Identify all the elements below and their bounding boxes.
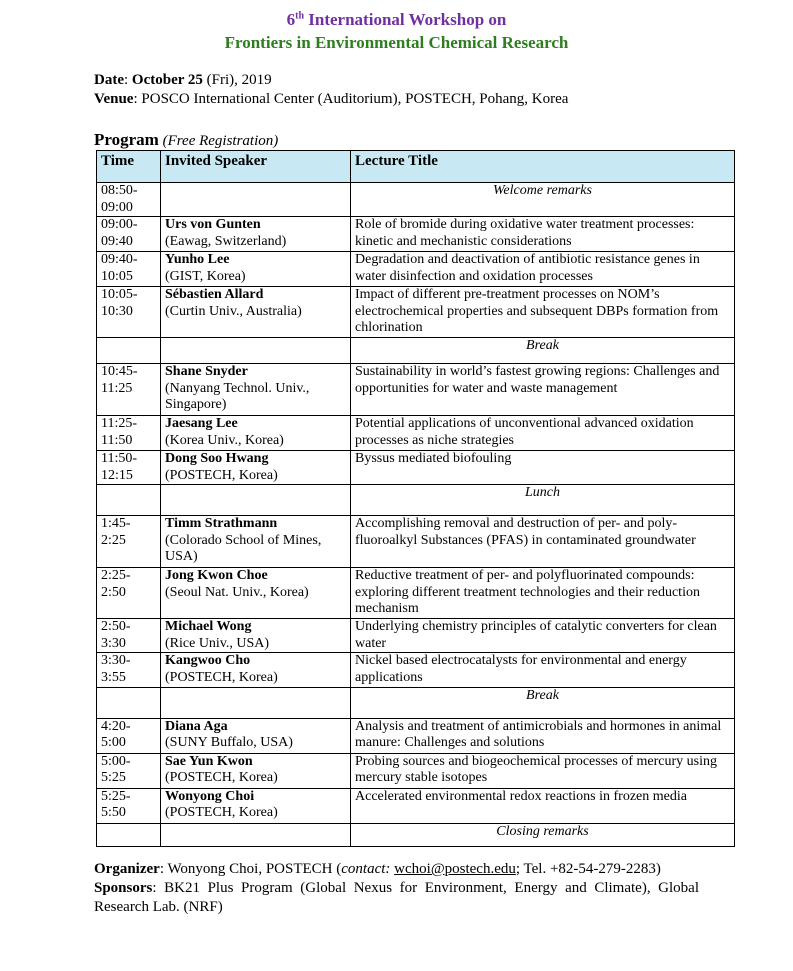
- speaker-affiliation: (Curtin Univ., Australia): [165, 303, 302, 319]
- time-cell: [97, 217, 161, 252]
- program-heading: [94, 130, 278, 150]
- time-end: 11:50: [101, 432, 133, 448]
- lecture-title: Nickel based electrocatalysts for environmental and energy applications: [351, 653, 735, 687]
- speaker-name: Shane Snyder: [165, 363, 248, 379]
- venue-label: Venue: [94, 91, 134, 107]
- lecture-title: Underlying chemistry principles of catalytic converters for clean water: [351, 619, 735, 653]
- speaker-name: Yunho Lee: [165, 252, 230, 268]
- lecture-title: Role of bromide during oxidative water treatment processes: kinetic and mechanistic considerations: [351, 217, 735, 252]
- lecture-title: Impact of different pre-treatment processes on NOM’s electrochemical properties and subsequent DBPs formation from chlorination: [351, 287, 735, 338]
- time-cell: [97, 619, 161, 653]
- time-cell: [97, 753, 161, 788]
- talk-row: [97, 619, 735, 653]
- sponsors-value: : BK21 Plus Program (Global Nexus for Environment, Energy and Climate), Global Research Lab. (NRF): [94, 880, 699, 915]
- talk-row: [97, 568, 735, 619]
- lecture-title: Byssus mediated biofouling: [351, 450, 735, 484]
- time-end: 12:15: [101, 467, 133, 483]
- time-start: 09:00-: [101, 217, 138, 233]
- speaker-affiliation: (Seoul Nat. Univ., Korea): [165, 584, 309, 600]
- time-start: 4:20-: [101, 718, 131, 734]
- time-end: 09:00: [101, 199, 133, 215]
- speaker-cell: [161, 823, 351, 846]
- time-end: 10:30: [101, 303, 133, 319]
- talk-row: [97, 753, 735, 788]
- speaker-cell: [161, 485, 351, 516]
- program-table: [96, 150, 735, 847]
- talk-row: [97, 287, 735, 338]
- time-cell: [97, 568, 161, 619]
- speaker-affiliation: (GIST, Korea): [165, 268, 246, 284]
- speaker-name: Sébastien Allard: [165, 287, 264, 303]
- time-end: 5:25: [101, 770, 126, 786]
- speaker-cell: [161, 252, 351, 287]
- talk-row: [97, 718, 735, 753]
- speaker-name: Sae Yun Kwon: [165, 753, 253, 769]
- time-end: 09:40: [101, 233, 133, 249]
- talk-row: [97, 252, 735, 287]
- speaker-cell: [161, 788, 351, 823]
- speaker-cell: [161, 217, 351, 252]
- time-end: 5:00: [101, 735, 126, 751]
- organizer-label: Organizer: [94, 861, 160, 877]
- lecture-title: Analysis and treatment of antimicrobials and hormones in animal manure: Challenges and solutions: [351, 718, 735, 753]
- speaker-name: Michael Wong: [165, 619, 252, 635]
- speaker-cell: [161, 183, 351, 217]
- time-start: 08:50-: [101, 183, 138, 198]
- time-cell: [97, 183, 161, 217]
- time-cell: [97, 252, 161, 287]
- speaker-cell: [161, 415, 351, 450]
- workshop-subtitle: Frontiers in Environmental Chemical Research: [224, 33, 569, 52]
- speaker-cell: [161, 687, 351, 718]
- speaker-affiliation: (SUNY Buffalo, USA): [165, 735, 293, 751]
- event-row: [97, 687, 735, 718]
- speaker-cell: [161, 619, 351, 653]
- speaker-name: Jaesang Lee: [165, 415, 238, 431]
- time-cell: [97, 788, 161, 823]
- lecture-title: Reductive treatment of per- and polyfluorinated compounds: exploring different treatment technologies and their reduction mechanism: [351, 568, 735, 619]
- speaker-cell: [161, 450, 351, 484]
- speaker-cell: [161, 516, 351, 568]
- footer: [94, 860, 699, 917]
- speaker-cell: [161, 718, 351, 753]
- time-cell: [97, 363, 161, 415]
- speaker-cell: [161, 568, 351, 619]
- speaker-affiliation: (POSTECH, Korea): [165, 467, 278, 483]
- time-cell: [97, 415, 161, 450]
- time-cell: [97, 450, 161, 484]
- lecture-title: Potential applications of unconventional advanced oxidation processes as niche strategies: [351, 415, 735, 450]
- title-text: International Workshop on: [308, 10, 507, 29]
- time-end: 2:50: [101, 584, 126, 600]
- event-label: Break: [351, 687, 735, 718]
- organizer-line: [94, 860, 699, 879]
- speaker-affiliation: (POSTECH, Korea): [165, 805, 278, 821]
- speaker-name: Diana Aga: [165, 718, 228, 734]
- event-label: Closing remarks: [351, 823, 735, 846]
- title-number: 6: [286, 10, 296, 29]
- speaker-name: Timm Strathmann: [165, 516, 278, 532]
- speaker-cell: [161, 653, 351, 687]
- column-header: Time: [97, 151, 161, 183]
- event-row: [97, 337, 735, 363]
- speaker-affiliation: (Eawag, Switzerland): [165, 233, 287, 249]
- speaker-name: Kangwoo Cho: [165, 653, 251, 669]
- time-cell: [97, 287, 161, 338]
- time-cell: [97, 337, 161, 363]
- event-row: [97, 183, 735, 217]
- time-end: 3:30: [101, 635, 126, 651]
- time-start: 2:25-: [101, 568, 131, 584]
- time-cell: [97, 653, 161, 687]
- time-end: 10:05: [101, 268, 133, 284]
- lecture-title: Sustainability in world’s fastest growing regions: Challenges and opportunities for water and waste management: [351, 363, 735, 415]
- date-label: Date: [94, 72, 124, 88]
- program-note: (Free Registration): [162, 133, 279, 149]
- speaker-affiliation: (Rice Univ., USA): [165, 635, 270, 651]
- speaker-cell: [161, 363, 351, 415]
- time-start: 11:50-: [101, 450, 138, 466]
- venue-line: Venue: POSCO International Center (Auditorium), POSTECH, Pohang, Korea: [94, 91, 569, 107]
- event-row: [97, 823, 735, 846]
- email-link[interactable]: wchoi@postech.edu: [394, 861, 516, 877]
- time-end: 11:25: [101, 380, 133, 396]
- time-start: 3:30-: [101, 653, 131, 669]
- venue-value: POSCO International Center (Auditorium), POSTECH, Pohang, Korea: [141, 91, 569, 107]
- speaker-name: Jong Kwon Choe: [165, 568, 268, 584]
- speaker-cell: [161, 337, 351, 363]
- time-start: 5:25-: [101, 788, 131, 804]
- program-label: Program: [94, 130, 159, 149]
- lecture-title: Accelerated environmental redox reactions in frozen media: [351, 788, 735, 823]
- event-row: [97, 485, 735, 516]
- event-label: Lunch: [351, 485, 735, 516]
- time-start: 5:00-: [101, 753, 131, 769]
- lecture-title: Accomplishing removal and destruction of per- and poly-fluoroalkyl Substances (PFAS) in contaminated groundwater: [351, 516, 735, 568]
- table-header-row: [97, 151, 735, 183]
- telephone: ; Tel. +82-54-279-2283): [515, 861, 661, 877]
- contact-label: contact:: [341, 861, 391, 877]
- speaker-affiliation: (POSTECH, Korea): [165, 770, 278, 786]
- talk-row: [97, 217, 735, 252]
- time-start: 10:05-: [101, 287, 138, 303]
- event-label: Welcome remarks: [351, 183, 735, 217]
- date-line: Date: October 25 (Fri), 2019: [94, 72, 272, 88]
- speaker-name: Wonyong Choi: [165, 788, 255, 804]
- time-start: 1:45-: [101, 516, 131, 532]
- talk-row: [97, 653, 735, 687]
- time-end: 2:25: [101, 532, 126, 548]
- time-start: 11:25-: [101, 415, 138, 431]
- time-start: 09:40-: [101, 252, 138, 268]
- time-cell: [97, 485, 161, 516]
- time-end: 3:55: [101, 669, 126, 685]
- event-label: Break: [351, 337, 735, 363]
- organizer-value: : Wonyong Choi, POSTECH (: [159, 861, 342, 877]
- speaker-cell: [161, 753, 351, 788]
- speaker-cell: [161, 287, 351, 338]
- speaker-affiliation: (Colorado School of Mines, USA): [165, 532, 322, 565]
- talk-row: [97, 415, 735, 450]
- lecture-title: Probing sources and biogeochemical processes of mercury using mercury stable isotopes: [351, 753, 735, 788]
- date-rest: (Fri), 2019: [206, 72, 272, 88]
- speaker-affiliation: (POSTECH, Korea): [165, 669, 278, 685]
- time-start: 2:50-: [101, 619, 131, 635]
- speaker-name: Dong Soo Hwang: [165, 450, 269, 466]
- time-end: 5:50: [101, 805, 126, 821]
- talk-row: [97, 450, 735, 484]
- time-cell: [97, 687, 161, 718]
- talk-row: [97, 516, 735, 568]
- time-cell: [97, 823, 161, 846]
- column-header: Invited Speaker: [161, 151, 351, 183]
- speaker-name: Urs von Gunten: [165, 217, 261, 233]
- speaker-affiliation: (Nanyang Technol. Univ., Singapore): [165, 380, 310, 413]
- title-superscript: th: [295, 10, 305, 22]
- column-header: Lecture Title: [351, 151, 735, 183]
- lecture-title: Degradation and deactivation of antibiotic resistance genes in water disinfection and oxidation processes: [351, 252, 735, 287]
- sponsors-line: [94, 879, 699, 917]
- talk-row: [97, 788, 735, 823]
- time-start: 10:45-: [101, 363, 138, 379]
- sponsors-label: Sponsors: [94, 880, 153, 896]
- time-cell: [97, 516, 161, 568]
- speaker-affiliation: (Korea Univ., Korea): [165, 432, 284, 448]
- talk-row: [97, 363, 735, 415]
- date-value: October 25: [131, 72, 203, 88]
- time-cell: [97, 718, 161, 753]
- workshop-title: [0, 10, 793, 30]
